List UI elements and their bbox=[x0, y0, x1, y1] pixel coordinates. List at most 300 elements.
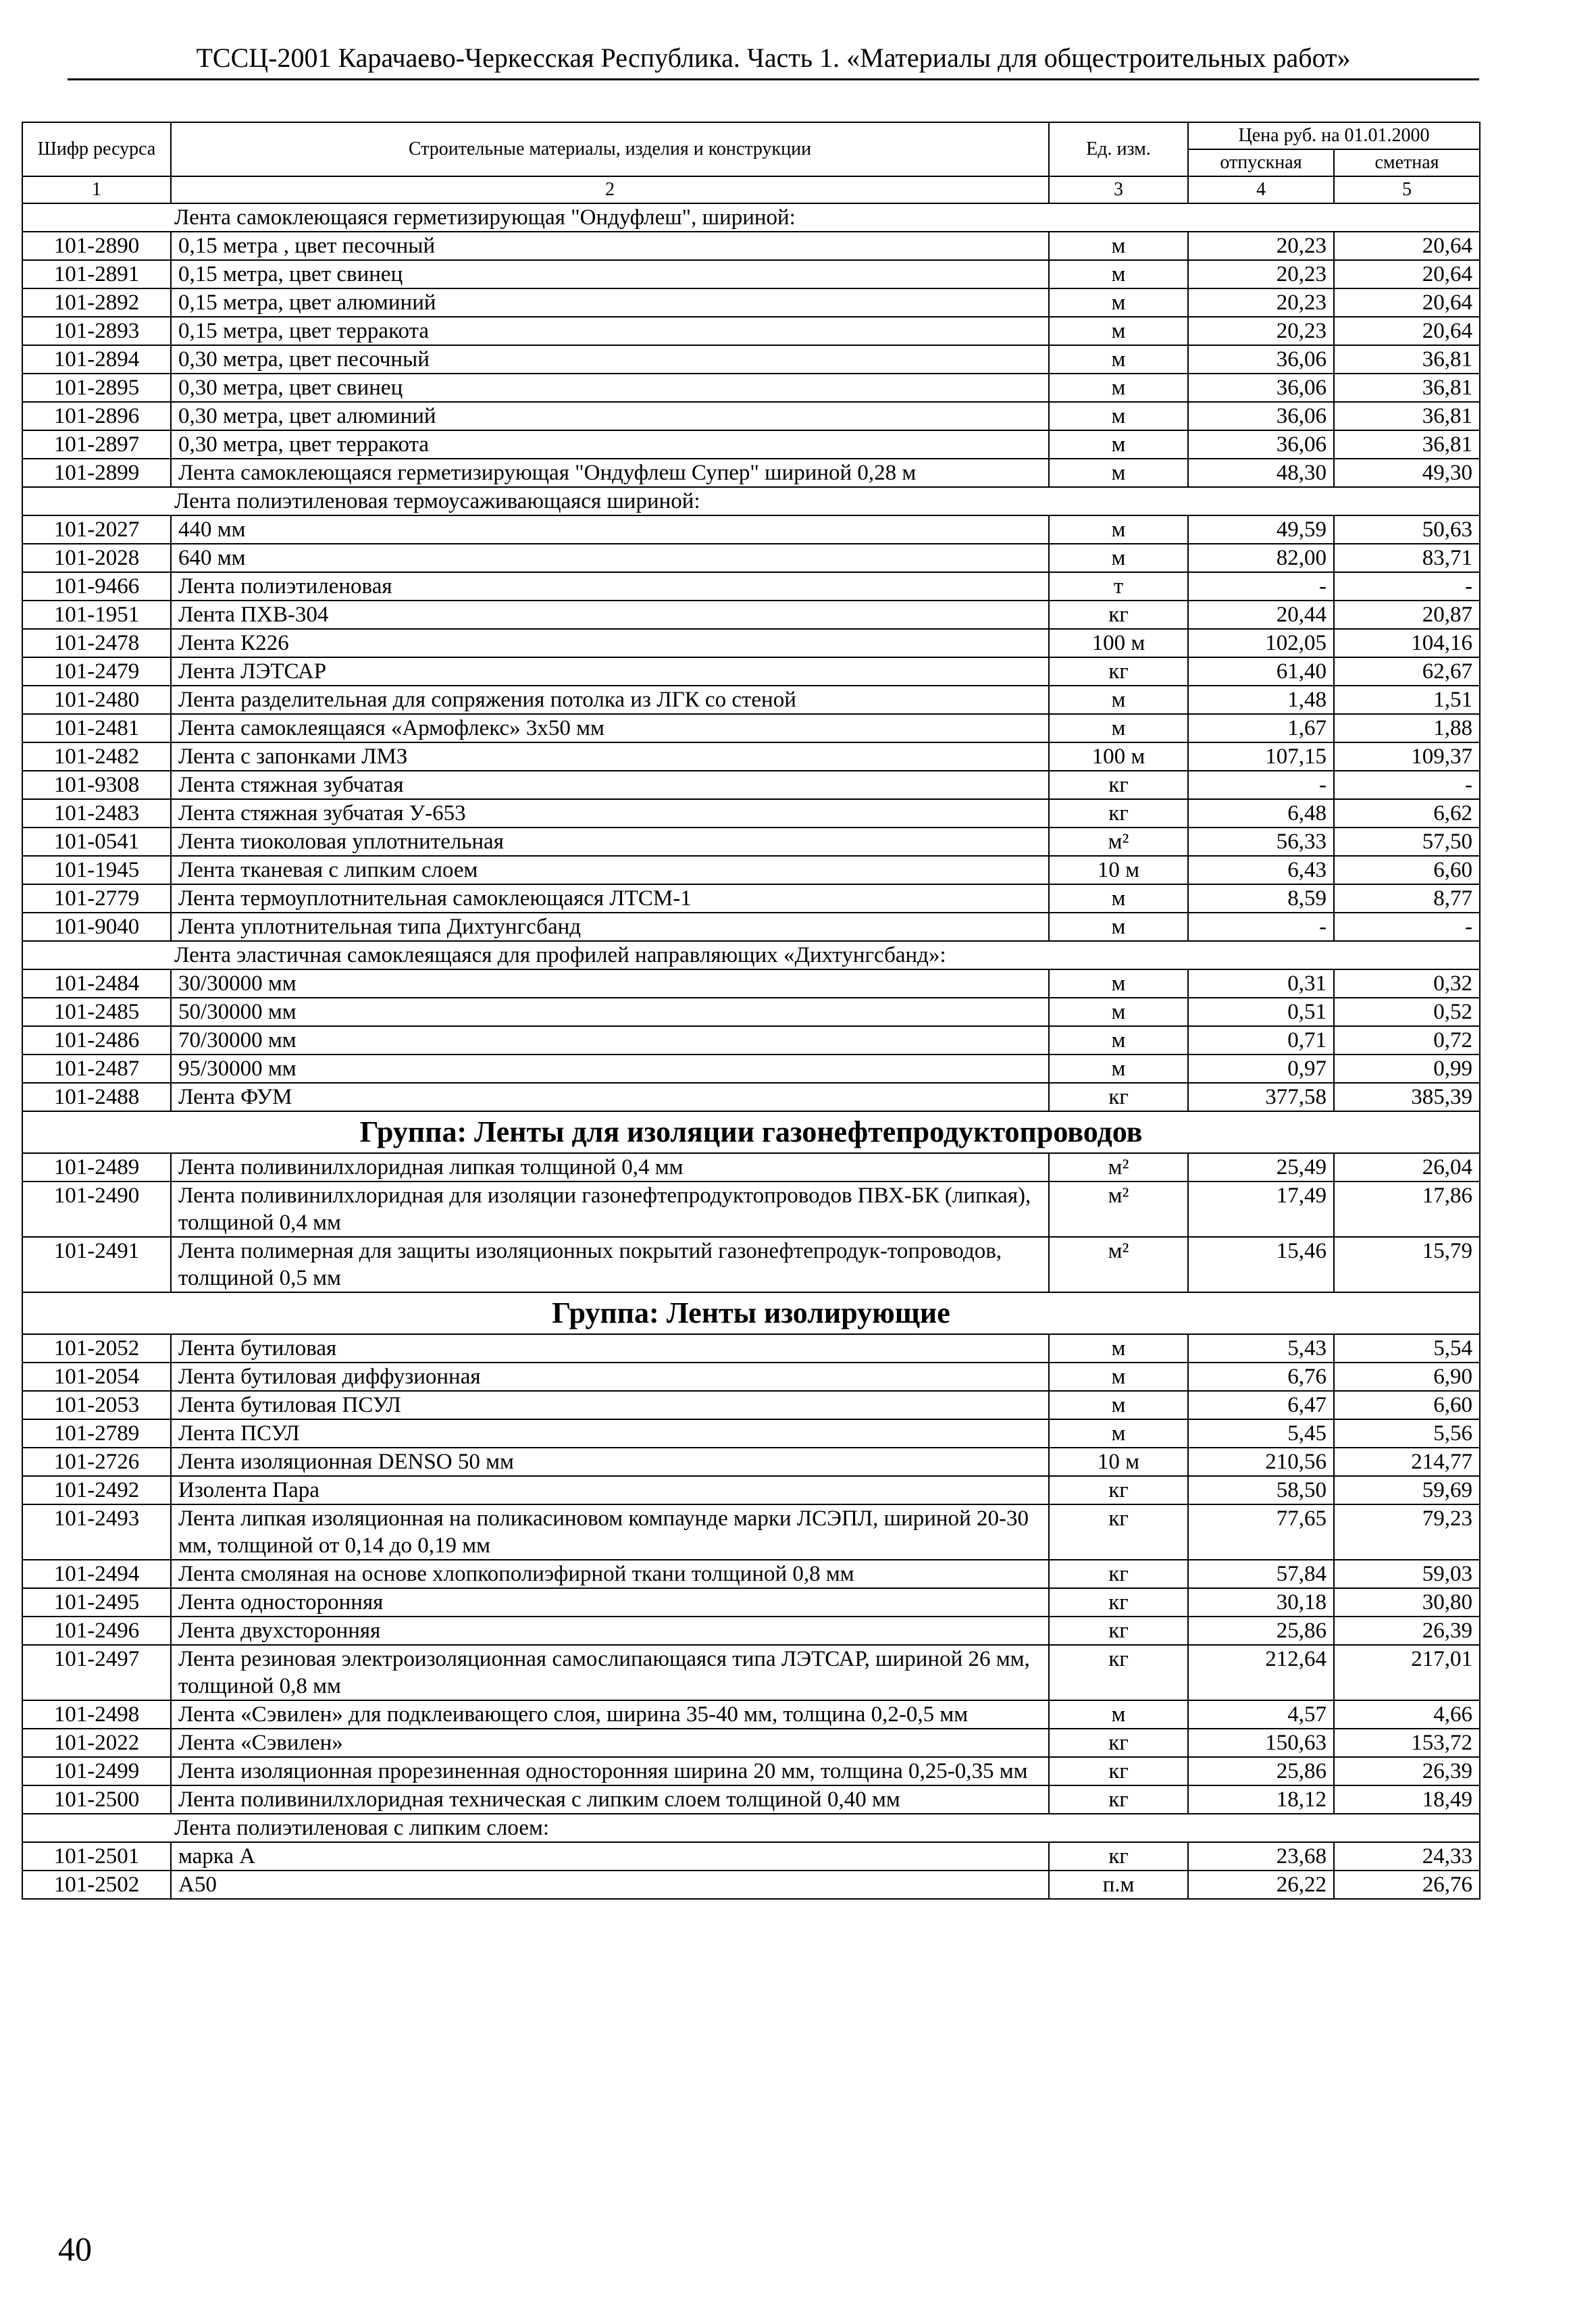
estimate-price: 6,62 bbox=[1334, 799, 1480, 828]
material-name: 0,15 метра , цвет песочный bbox=[171, 232, 1049, 260]
release-price: 6,76 bbox=[1188, 1363, 1334, 1391]
estimate-price: 4,66 bbox=[1334, 1700, 1480, 1729]
unit: м bbox=[1049, 1363, 1188, 1391]
material-name: Лента поливинилхлоридная техническая с липким слоем толщиной 0,40 мм bbox=[171, 1785, 1049, 1814]
table-row bbox=[22, 232, 1480, 260]
unit: кг bbox=[1049, 1083, 1188, 1111]
release-price: 212,64 bbox=[1188, 1645, 1334, 1700]
material-name: Лента стяжная зубчатая bbox=[171, 771, 1049, 799]
material-name: Лента смоляная на основе хлопкополиэфирной ткани толщиной 0,8 мм bbox=[171, 1560, 1049, 1588]
unit: м bbox=[1049, 1700, 1188, 1729]
resource-code: 101-0541 bbox=[22, 828, 171, 856]
material-name: 70/30000 мм bbox=[171, 1026, 1049, 1054]
release-price: - bbox=[1188, 913, 1334, 941]
table-row bbox=[22, 1617, 1480, 1645]
table-row bbox=[22, 1391, 1480, 1419]
resource-code: 101-9308 bbox=[22, 771, 171, 799]
release-price: 4,57 bbox=[1188, 1700, 1334, 1729]
subheading-row bbox=[22, 203, 1480, 232]
material-name: 0,15 метра, цвет терракота bbox=[171, 317, 1049, 345]
material-name: Лента термоуплотнительная самоклеющаяся ЛТСМ-1 bbox=[171, 884, 1049, 913]
unit: м bbox=[1049, 459, 1188, 487]
unit: м bbox=[1049, 402, 1188, 430]
release-price: 30,18 bbox=[1188, 1588, 1334, 1617]
estimate-price: - bbox=[1334, 913, 1480, 941]
col-header-code: Шифр ресурса bbox=[22, 122, 171, 176]
unit: т bbox=[1049, 572, 1188, 601]
subheading-row bbox=[22, 941, 1480, 969]
release-price: 102,05 bbox=[1188, 629, 1334, 657]
material-name: 0,30 метра, цвет терракота bbox=[171, 430, 1049, 459]
resource-code: 101-2499 bbox=[22, 1757, 171, 1785]
material-name: 0,15 метра, цвет алюминий bbox=[171, 288, 1049, 317]
material-name: Лента тиоколовая уплотнительная bbox=[171, 828, 1049, 856]
resource-code: 101-2053 bbox=[22, 1391, 171, 1419]
unit: кг bbox=[1049, 601, 1188, 629]
table-row bbox=[22, 629, 1480, 657]
material-name: Лента изоляционная DENSO 50 мм bbox=[171, 1448, 1049, 1476]
resource-code: 101-9040 bbox=[22, 913, 171, 941]
estimate-price: - bbox=[1334, 771, 1480, 799]
estimate-price: 36,81 bbox=[1334, 430, 1480, 459]
table-row bbox=[22, 686, 1480, 714]
table-row bbox=[22, 856, 1480, 884]
release-price: 58,50 bbox=[1188, 1476, 1334, 1504]
estimate-price: 104,16 bbox=[1334, 629, 1480, 657]
group-heading: Группа: Ленты изолирующие bbox=[22, 1292, 1480, 1334]
material-name: Лента бутиловая диффузионная bbox=[171, 1363, 1049, 1391]
estimate-price: 24,33 bbox=[1334, 1842, 1480, 1871]
resource-code: 101-2893 bbox=[22, 317, 171, 345]
unit: кг bbox=[1049, 799, 1188, 828]
table-row bbox=[22, 1560, 1480, 1588]
release-price: 6,43 bbox=[1188, 856, 1334, 884]
material-name: 50/30000 мм bbox=[171, 998, 1049, 1026]
release-price: 0,31 bbox=[1188, 969, 1334, 998]
release-price: 20,44 bbox=[1188, 601, 1334, 629]
release-price: 0,71 bbox=[1188, 1026, 1334, 1054]
resource-code: 101-2022 bbox=[22, 1729, 171, 1757]
table-row bbox=[22, 1237, 1480, 1292]
resource-code: 101-2482 bbox=[22, 742, 171, 771]
release-price: 23,68 bbox=[1188, 1842, 1334, 1871]
unit: м bbox=[1049, 260, 1188, 288]
table-row bbox=[22, 260, 1480, 288]
unit: м² bbox=[1049, 1153, 1188, 1181]
resource-code: 101-2484 bbox=[22, 969, 171, 998]
resource-code: 101-2494 bbox=[22, 1560, 171, 1588]
resource-code: 101-2497 bbox=[22, 1645, 171, 1700]
estimate-price: 6,90 bbox=[1334, 1363, 1480, 1391]
col-header-release: отпускная bbox=[1188, 149, 1334, 176]
unit: м bbox=[1049, 232, 1188, 260]
release-price: 20,23 bbox=[1188, 232, 1334, 260]
unit: 10 м bbox=[1049, 1448, 1188, 1476]
col-number: 5 bbox=[1334, 176, 1480, 203]
release-price: 107,15 bbox=[1188, 742, 1334, 771]
release-price: 25,86 bbox=[1188, 1617, 1334, 1645]
estimate-price: 59,03 bbox=[1334, 1560, 1480, 1588]
release-price: 6,47 bbox=[1188, 1391, 1334, 1419]
release-price: 8,59 bbox=[1188, 884, 1334, 913]
group-heading: Группа: Ленты для изоляции газонефтепродуктопроводов bbox=[22, 1111, 1480, 1153]
resource-code: 101-2890 bbox=[22, 232, 171, 260]
unit: кг bbox=[1049, 1476, 1188, 1504]
material-name: Лента полимерная для защиты изоляционных покрытий газонефтепродук-топроводов, толщиной 0,5 мм bbox=[171, 1237, 1049, 1292]
unit: м bbox=[1049, 998, 1188, 1026]
release-price: 56,33 bbox=[1188, 828, 1334, 856]
material-name: 0,30 метра, цвет свинец bbox=[171, 374, 1049, 402]
unit: м² bbox=[1049, 1181, 1188, 1237]
resource-code: 101-2501 bbox=[22, 1842, 171, 1871]
release-price: 17,49 bbox=[1188, 1181, 1334, 1237]
release-price: 6,48 bbox=[1188, 799, 1334, 828]
resource-code: 101-2726 bbox=[22, 1448, 171, 1476]
material-name: Лента бутиловая ПСУЛ bbox=[171, 1391, 1049, 1419]
estimate-price: 26,39 bbox=[1334, 1617, 1480, 1645]
resource-code: 101-2895 bbox=[22, 374, 171, 402]
unit: 100 м bbox=[1049, 629, 1188, 657]
table-row bbox=[22, 1588, 1480, 1617]
estimate-price: 217,01 bbox=[1334, 1645, 1480, 1700]
table-row bbox=[22, 1448, 1480, 1476]
resource-code: 101-2496 bbox=[22, 1617, 171, 1645]
unit: м bbox=[1049, 1054, 1188, 1083]
unit: кг bbox=[1049, 1729, 1188, 1757]
page-header: ТССЦ-2001 Карачаево-Черкесская Республика. Часть 1. «Материалы для общестроительных работ» bbox=[68, 42, 1479, 80]
table-row bbox=[22, 1419, 1480, 1448]
unit: кг bbox=[1049, 1785, 1188, 1814]
col-number: 1 bbox=[22, 176, 171, 203]
col-header-name: Строительные материалы, изделия и конструкции bbox=[171, 122, 1049, 176]
subheading: Лента полиэтиленовая термоусаживающаяся шириной: bbox=[22, 487, 1480, 515]
material-name: А50 bbox=[171, 1871, 1049, 1899]
estimate-price: 79,23 bbox=[1334, 1504, 1480, 1560]
estimate-price: 30,80 bbox=[1334, 1588, 1480, 1617]
estimate-price: 36,81 bbox=[1334, 402, 1480, 430]
table-row bbox=[22, 1700, 1480, 1729]
material-name: Лента самоклеющаяся герметизирующая "Ондуфлеш Супер" шириной 0,28 м bbox=[171, 459, 1049, 487]
material-name: Лента поливинилхлоридная липкая толщиной 0,4 мм bbox=[171, 1153, 1049, 1181]
resource-code: 101-2493 bbox=[22, 1504, 171, 1560]
material-name: 640 мм bbox=[171, 544, 1049, 572]
resource-code: 101-2483 bbox=[22, 799, 171, 828]
unit: кг bbox=[1049, 771, 1188, 799]
unit: м bbox=[1049, 913, 1188, 941]
estimate-price: 214,77 bbox=[1334, 1448, 1480, 1476]
table-row bbox=[22, 1026, 1480, 1054]
table-row bbox=[22, 1181, 1480, 1237]
release-price: 26,22 bbox=[1188, 1871, 1334, 1899]
estimate-price: 62,67 bbox=[1334, 657, 1480, 686]
subheading-row bbox=[22, 1814, 1480, 1842]
estimate-price: 83,71 bbox=[1334, 544, 1480, 572]
col-number: 2 bbox=[171, 176, 1049, 203]
group-heading-row bbox=[22, 1292, 1480, 1334]
material-name: Лента тканевая с липким слоем bbox=[171, 856, 1049, 884]
table-row bbox=[22, 1054, 1480, 1083]
release-price: 15,46 bbox=[1188, 1237, 1334, 1292]
estimate-price: 0,72 bbox=[1334, 1026, 1480, 1054]
material-name: Лента ФУМ bbox=[171, 1083, 1049, 1111]
col-number: 3 bbox=[1049, 176, 1188, 203]
release-price: 0,97 bbox=[1188, 1054, 1334, 1083]
unit: п.м bbox=[1049, 1871, 1188, 1899]
estimate-price: 1,88 bbox=[1334, 714, 1480, 742]
release-price: 25,86 bbox=[1188, 1757, 1334, 1785]
material-name: Лента липкая изоляционная на поликасиновом компаунде марки ЛСЭПЛ, шириной 20-30 мм, толщиной от 0,14 до 0,19 мм bbox=[171, 1504, 1049, 1560]
release-price: 36,06 bbox=[1188, 345, 1334, 374]
table-row bbox=[22, 317, 1480, 345]
resource-code: 101-2028 bbox=[22, 544, 171, 572]
resource-code: 101-2789 bbox=[22, 1419, 171, 1448]
table-row bbox=[22, 742, 1480, 771]
resource-code: 101-2891 bbox=[22, 260, 171, 288]
estimate-price: 153,72 bbox=[1334, 1729, 1480, 1757]
material-name: Лента бутиловая bbox=[171, 1334, 1049, 1363]
col-header-price: Цена руб. на 01.01.2000 bbox=[1188, 122, 1480, 149]
release-price: 377,58 bbox=[1188, 1083, 1334, 1111]
resource-code: 101-2498 bbox=[22, 1700, 171, 1729]
resource-code: 101-2487 bbox=[22, 1054, 171, 1083]
table-row bbox=[22, 544, 1480, 572]
resource-code: 101-2490 bbox=[22, 1181, 171, 1237]
material-name: Лента односторонняя bbox=[171, 1588, 1049, 1617]
resource-code: 101-2899 bbox=[22, 459, 171, 487]
table-row bbox=[22, 1083, 1480, 1111]
release-price: 20,23 bbox=[1188, 288, 1334, 317]
table-row bbox=[22, 657, 1480, 686]
unit: м² bbox=[1049, 1237, 1188, 1292]
release-price: - bbox=[1188, 572, 1334, 601]
table-row bbox=[22, 969, 1480, 998]
estimate-price: 26,39 bbox=[1334, 1757, 1480, 1785]
resource-code: 101-2896 bbox=[22, 402, 171, 430]
table-row bbox=[22, 1645, 1480, 1700]
estimate-price: 20,64 bbox=[1334, 232, 1480, 260]
release-price: 1,48 bbox=[1188, 686, 1334, 714]
resource-code: 101-2478 bbox=[22, 629, 171, 657]
subheading: Лента эластичная самоклеящаяся для профилей направляющих «Дихтунгсбанд»: bbox=[22, 941, 1480, 969]
release-price: 36,06 bbox=[1188, 374, 1334, 402]
estimate-price: - bbox=[1334, 572, 1480, 601]
estimate-price: 20,64 bbox=[1334, 288, 1480, 317]
estimate-price: 385,39 bbox=[1334, 1083, 1480, 1111]
estimate-price: 26,76 bbox=[1334, 1871, 1480, 1899]
estimate-price: 6,60 bbox=[1334, 856, 1480, 884]
material-name: Лента стяжная зубчатая У-653 bbox=[171, 799, 1049, 828]
unit: кг bbox=[1049, 1560, 1188, 1588]
release-price: 82,00 bbox=[1188, 544, 1334, 572]
unit: м bbox=[1049, 515, 1188, 544]
unit: м bbox=[1049, 345, 1188, 374]
unit: м bbox=[1049, 969, 1188, 998]
table-row bbox=[22, 430, 1480, 459]
estimate-price: 20,87 bbox=[1334, 601, 1480, 629]
unit: кг bbox=[1049, 1645, 1188, 1700]
unit: 10 м bbox=[1049, 856, 1188, 884]
table-row bbox=[22, 1334, 1480, 1363]
unit: м bbox=[1049, 884, 1188, 913]
estimate-price: 36,81 bbox=[1334, 345, 1480, 374]
material-name: Лента самоклеящаяся «Армофлекс» 3х50 мм bbox=[171, 714, 1049, 742]
estimate-price: 5,56 bbox=[1334, 1419, 1480, 1448]
table-row bbox=[22, 884, 1480, 913]
resource-code: 101-2491 bbox=[22, 1237, 171, 1292]
table-row bbox=[22, 1363, 1480, 1391]
table-row bbox=[22, 771, 1480, 799]
resource-code: 101-2052 bbox=[22, 1334, 171, 1363]
estimate-price: 36,81 bbox=[1334, 374, 1480, 402]
material-name: Лента К226 bbox=[171, 629, 1049, 657]
material-name: 0,15 метра, цвет свинец bbox=[171, 260, 1049, 288]
estimate-price: 57,50 bbox=[1334, 828, 1480, 856]
table-row bbox=[22, 1842, 1480, 1871]
resource-code: 101-2054 bbox=[22, 1363, 171, 1391]
material-name: 0,30 метра, цвет песочный bbox=[171, 345, 1049, 374]
estimate-price: 0,99 bbox=[1334, 1054, 1480, 1083]
table-row bbox=[22, 1153, 1480, 1181]
resource-code: 101-2502 bbox=[22, 1871, 171, 1899]
material-name: Лента «Сэвилен» для подклеивающего слоя, ширина 35-40 мм, толщина 0,2-0,5 мм bbox=[171, 1700, 1049, 1729]
table-row bbox=[22, 601, 1480, 629]
table-row bbox=[22, 1871, 1480, 1899]
release-price: 61,40 bbox=[1188, 657, 1334, 686]
table-row bbox=[22, 515, 1480, 544]
material-name: Изолента Пара bbox=[171, 1476, 1049, 1504]
estimate-price: 18,49 bbox=[1334, 1785, 1480, 1814]
unit: кг bbox=[1049, 1588, 1188, 1617]
resource-code: 101-2894 bbox=[22, 345, 171, 374]
table-row bbox=[22, 828, 1480, 856]
table-row bbox=[22, 345, 1480, 374]
material-name: Лента ПХВ-304 bbox=[171, 601, 1049, 629]
release-price: 48,30 bbox=[1188, 459, 1334, 487]
table-row bbox=[22, 714, 1480, 742]
material-name: марка А bbox=[171, 1842, 1049, 1871]
estimate-price: 49,30 bbox=[1334, 459, 1480, 487]
subheading: Лента самоклеющаяся герметизирующая "Ондуфлеш", шириной: bbox=[22, 203, 1480, 232]
material-name: Лента изоляционная прорезиненная односторонняя ширина 20 мм, толщина 0,25-0,35 мм bbox=[171, 1757, 1049, 1785]
estimate-price: 26,04 bbox=[1334, 1153, 1480, 1181]
estimate-price: 59,69 bbox=[1334, 1476, 1480, 1504]
release-price: 20,23 bbox=[1188, 260, 1334, 288]
material-name: 440 мм bbox=[171, 515, 1049, 544]
release-price: 36,06 bbox=[1188, 402, 1334, 430]
unit: м bbox=[1049, 714, 1188, 742]
estimate-price: 50,63 bbox=[1334, 515, 1480, 544]
resource-code: 101-2495 bbox=[22, 1588, 171, 1617]
table-row bbox=[22, 1504, 1480, 1560]
material-name: 0,30 метра, цвет алюминий bbox=[171, 402, 1049, 430]
unit: кг bbox=[1049, 1504, 1188, 1560]
release-price: 49,59 bbox=[1188, 515, 1334, 544]
release-price: 18,12 bbox=[1188, 1785, 1334, 1814]
unit: м bbox=[1049, 686, 1188, 714]
material-name: Лента поливинилхлоридная для изоляции газонефтепродуктопроводов ПВХ-БК (липкая), толщиной 0,4 мм bbox=[171, 1181, 1049, 1237]
material-name: Лента с запонками ЛМЗ bbox=[171, 742, 1049, 771]
subheading-row bbox=[22, 487, 1480, 515]
table-row bbox=[22, 1785, 1480, 1814]
price-table bbox=[22, 122, 1481, 1900]
estimate-price: 6,60 bbox=[1334, 1391, 1480, 1419]
resource-code: 101-2489 bbox=[22, 1153, 171, 1181]
release-price: 0,51 bbox=[1188, 998, 1334, 1026]
material-name: Лента ЛЭТСАР bbox=[171, 657, 1049, 686]
resource-code: 101-2892 bbox=[22, 288, 171, 317]
estimate-price: 109,37 bbox=[1334, 742, 1480, 771]
table-row bbox=[22, 799, 1480, 828]
table-row bbox=[22, 402, 1480, 430]
release-price: - bbox=[1188, 771, 1334, 799]
material-name: Лента разделительная для сопряжения потолка из ЛГК со стеной bbox=[171, 686, 1049, 714]
release-price: 210,56 bbox=[1188, 1448, 1334, 1476]
unit: м bbox=[1049, 1026, 1188, 1054]
release-price: 36,06 bbox=[1188, 430, 1334, 459]
resource-code: 101-1945 bbox=[22, 856, 171, 884]
page-number: 40 bbox=[58, 2230, 92, 2268]
resource-code: 101-2779 bbox=[22, 884, 171, 913]
resource-code: 101-2488 bbox=[22, 1083, 171, 1111]
estimate-price: 17,86 bbox=[1334, 1181, 1480, 1237]
unit: м bbox=[1049, 544, 1188, 572]
unit: м bbox=[1049, 430, 1188, 459]
unit: м bbox=[1049, 1419, 1188, 1448]
unit: м bbox=[1049, 288, 1188, 317]
unit: кг bbox=[1049, 657, 1188, 686]
material-name: Лента полиэтиленовая bbox=[171, 572, 1049, 601]
material-name: 95/30000 мм bbox=[171, 1054, 1049, 1083]
material-name: Лента ПСУЛ bbox=[171, 1419, 1049, 1448]
resource-code: 101-2481 bbox=[22, 714, 171, 742]
estimate-price: 20,64 bbox=[1334, 260, 1480, 288]
table-row bbox=[22, 374, 1480, 402]
unit: м bbox=[1049, 1391, 1188, 1419]
table-body bbox=[22, 203, 1480, 1899]
release-price: 150,63 bbox=[1188, 1729, 1334, 1757]
resource-code: 101-2027 bbox=[22, 515, 171, 544]
table-row bbox=[22, 1729, 1480, 1757]
resource-code: 101-1951 bbox=[22, 601, 171, 629]
subheading: Лента полиэтиленовая с липким слоем: bbox=[22, 1814, 1480, 1842]
estimate-price: 5,54 bbox=[1334, 1334, 1480, 1363]
release-price: 20,23 bbox=[1188, 317, 1334, 345]
col-header-estimate: сметная bbox=[1334, 149, 1480, 176]
resource-code: 101-2492 bbox=[22, 1476, 171, 1504]
material-name: Лента уплотнительная типа Дихтунгсбанд bbox=[171, 913, 1049, 941]
estimate-price: 0,52 bbox=[1334, 998, 1480, 1026]
estimate-price: 0,32 bbox=[1334, 969, 1480, 998]
material-name: Лента «Сэвилен» bbox=[171, 1729, 1049, 1757]
unit: кг bbox=[1049, 1757, 1188, 1785]
unit: кг bbox=[1049, 1842, 1188, 1871]
estimate-price: 8,77 bbox=[1334, 884, 1480, 913]
estimate-price: 15,79 bbox=[1334, 1237, 1480, 1292]
estimate-price: 1,51 bbox=[1334, 686, 1480, 714]
unit: кг bbox=[1049, 1617, 1188, 1645]
table-row bbox=[22, 459, 1480, 487]
release-price: 57,84 bbox=[1188, 1560, 1334, 1588]
resource-code: 101-2479 bbox=[22, 657, 171, 686]
table-row bbox=[22, 998, 1480, 1026]
release-price: 5,43 bbox=[1188, 1334, 1334, 1363]
unit: м² bbox=[1049, 828, 1188, 856]
table-row bbox=[22, 1476, 1480, 1504]
table-row bbox=[22, 572, 1480, 601]
material-name: Лента резиновая электроизоляционная самослипающаяся типа ЛЭТСАР, шириной 26 мм, толщиной 0,8 мм bbox=[171, 1645, 1049, 1700]
col-header-unit: Ед. изм. bbox=[1049, 122, 1188, 176]
resource-code: 101-2500 bbox=[22, 1785, 171, 1814]
